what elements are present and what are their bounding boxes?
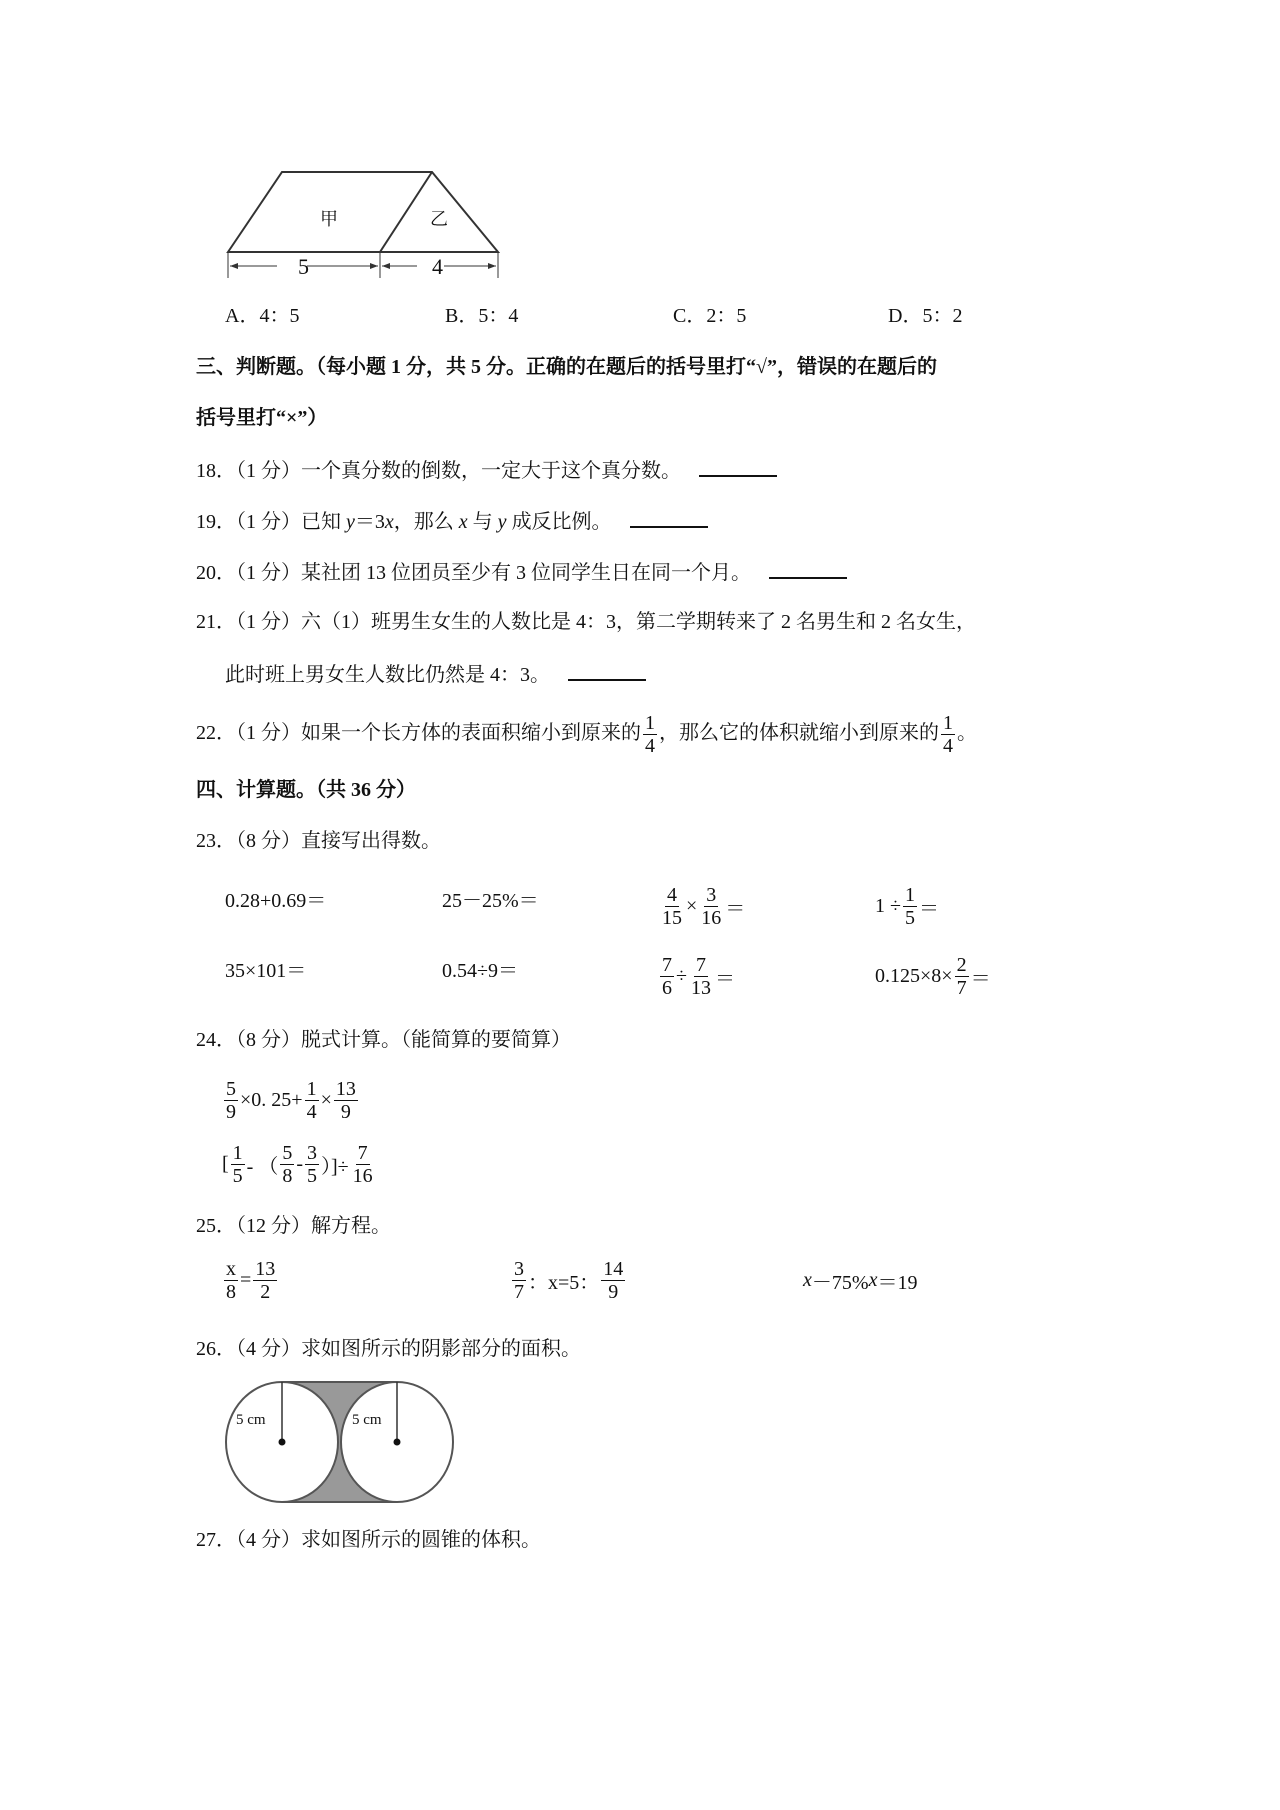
calc-e <box>225 948 306 988</box>
text-segment: 3 <box>514 1257 524 1280</box>
figure-dim-5: 5 <box>298 254 309 279</box>
text-segment: ＝ <box>918 897 939 920</box>
text-segment: 已知 <box>301 511 346 533</box>
text-segment: 2 <box>260 1280 271 1303</box>
option-b[interactable]: B．5：4 <box>445 305 519 327</box>
text-segment: 25－25%＝ <box>442 889 539 912</box>
text-segment: 16 <box>701 906 722 929</box>
text-segment: 一个真分数的倒数，一定大于这个真分数。 <box>301 460 681 482</box>
text-segment: ，那么 <box>393 511 459 533</box>
text-segment: - （ <box>246 1155 279 1178</box>
text-segment: y <box>497 511 507 533</box>
text-segment: 1 <box>645 711 655 734</box>
text-segment: （1 分） <box>236 611 301 633</box>
text-segment: 3 <box>706 883 717 906</box>
expression-2 <box>222 1136 377 1192</box>
calc-f <box>442 948 518 988</box>
text-segment: × <box>320 1088 332 1111</box>
equation-3 <box>803 1262 917 1298</box>
text-segment: 21． <box>196 611 236 633</box>
fraction <box>224 1258 238 1303</box>
question-20 <box>196 559 847 585</box>
text-segment: 24． <box>196 1029 236 1051</box>
figure-label-yi: 乙 <box>430 209 448 229</box>
text-segment: 9 <box>340 1100 351 1123</box>
calc-g <box>658 948 735 1004</box>
calc-c <box>658 878 745 934</box>
fraction <box>903 884 917 929</box>
text-segment: 0.28+0.69＝ <box>225 889 327 912</box>
equation-1 <box>222 1252 279 1308</box>
fraction <box>224 1078 238 1123</box>
question-18 <box>196 457 777 483</box>
text-segment: 22． <box>196 722 236 744</box>
calc-d <box>875 878 939 934</box>
text-segment: - <box>296 1152 304 1175</box>
text-segment: 27． <box>196 1529 236 1551</box>
fraction <box>643 712 657 757</box>
section-3-title-cont: 括号里打“×”） <box>196 407 328 429</box>
fraction <box>660 954 674 999</box>
text-segment: 求如图所示的圆锥的体积。 <box>301 1529 541 1551</box>
section-4-title: 四、计算题。（共 36 分） <box>196 779 416 801</box>
text-segment: 7 <box>956 976 967 999</box>
fraction <box>231 1142 245 1187</box>
fraction <box>305 1142 319 1187</box>
fraction <box>280 1142 294 1187</box>
text-segment: 20． <box>196 562 236 584</box>
text-segment: 2 <box>956 953 967 976</box>
text-segment: （4 分） <box>236 1529 301 1551</box>
text-segment: ，那么它的体积就缩小到原来的 <box>659 722 939 744</box>
fraction <box>253 1258 277 1303</box>
text-segment: 成反比例。 <box>506 511 612 533</box>
text-segment: （8 分） <box>236 830 301 852</box>
text-segment: （8 分） <box>236 1029 301 1051</box>
text-segment: 4 <box>943 734 953 757</box>
text-segment: （1 分） <box>236 562 301 584</box>
text-segment: 9 <box>226 1100 236 1123</box>
text-segment: 5 <box>904 906 915 929</box>
text-segment: ÷ <box>676 964 687 987</box>
text-segment: 如果一个长方体的表面积缩小到原来的 <box>301 722 641 744</box>
text-segment: 8 <box>226 1280 236 1303</box>
fraction <box>601 1258 625 1303</box>
text-segment: ＝ <box>970 967 991 990</box>
text-segment: 0.54÷9＝ <box>442 959 518 982</box>
text-segment: ＝3 <box>354 511 385 533</box>
question-27 <box>196 1528 541 1552</box>
text-segment: －75% <box>811 1271 869 1294</box>
radius-label-right: 5 cm <box>352 1412 382 1428</box>
question-22 <box>196 708 977 758</box>
text-segment: x <box>458 511 468 533</box>
text-segment: = <box>240 1268 252 1291</box>
text-segment: 某社团 13 位团员至少有 3 位同学生日在同一个月。 <box>301 562 751 584</box>
option-c[interactable]: C．2：5 <box>673 305 747 327</box>
text-segment: 直接写出得数。 <box>301 830 441 852</box>
answer-blank[interactable] <box>769 559 847 579</box>
text-segment: 4 <box>667 883 677 906</box>
text-segment: 7 <box>514 1280 524 1303</box>
text-segment: 23． <box>196 830 236 852</box>
trapezoid-figure <box>222 160 512 285</box>
text-segment: 19． <box>196 511 236 533</box>
fraction <box>305 1078 319 1123</box>
text-segment: ＝ <box>714 967 735 990</box>
text-segment: 7 <box>357 1141 368 1164</box>
fraction <box>512 1258 526 1303</box>
text-segment: 7 <box>662 953 672 976</box>
figure-dim-4: 4 <box>432 254 443 279</box>
section-3-title: 三、判断题。（每小题 1 分，共 5 分。正确的在题后的括号里打“√”，错误的在题后的 <box>196 356 937 378</box>
text-segment: 4 <box>306 1100 317 1123</box>
text-segment: ＝ <box>725 897 746 920</box>
question-26 <box>196 1337 581 1361</box>
text-segment: 5 <box>307 1164 318 1187</box>
text-segment: x <box>226 1257 236 1280</box>
expression-1 <box>222 1072 360 1128</box>
text-segment: 1 <box>306 1077 317 1100</box>
text-segment: 8 <box>282 1164 293 1187</box>
answer-blank[interactable] <box>699 457 777 477</box>
calc-h <box>875 948 991 1004</box>
question-23 <box>196 829 441 853</box>
text-segment: ＝19 <box>877 1271 918 1294</box>
text-segment: 26． <box>196 1338 236 1360</box>
answer-blank[interactable] <box>568 661 646 681</box>
question-24 <box>196 1028 571 1052</box>
text-segment: 此时班上男女生人数比仍然是 4：3。 <box>225 664 550 686</box>
text-segment: ：x=5： <box>528 1271 600 1294</box>
text-segment: y <box>346 511 355 533</box>
text-segment: （1 分） <box>236 460 301 482</box>
text-segment: 求如图所示的阴影部分的面积。 <box>301 1338 581 1360</box>
fraction <box>955 954 969 999</box>
fraction <box>660 884 684 929</box>
text-segment: 25． <box>196 1215 236 1237</box>
option-d[interactable]: D．5：2 <box>888 305 963 327</box>
figure-label-jia: 甲 <box>320 209 338 229</box>
fraction <box>689 954 713 999</box>
question-21-cont <box>225 661 646 687</box>
option-a[interactable]: A．4：5 <box>225 305 300 327</box>
text-segment: 。 <box>957 722 977 744</box>
fraction <box>351 1142 375 1187</box>
text-segment: 15 <box>662 906 682 929</box>
text-segment: 13 <box>335 1077 356 1100</box>
text-segment: 1 <box>943 711 953 734</box>
fraction <box>941 712 955 757</box>
text-segment: 4 <box>645 734 655 757</box>
fraction <box>699 884 723 929</box>
text-segment: 16 <box>352 1164 373 1187</box>
text-segment: 0.125×8× <box>875 964 953 987</box>
text-segment: 13 <box>690 976 711 999</box>
text-segment: 1 <box>232 1141 243 1164</box>
text-segment: 35×101＝ <box>225 959 307 982</box>
text-segment: 与 <box>467 511 498 533</box>
radius-label-left: 5 cm <box>236 1412 266 1428</box>
text-segment: 5 <box>226 1077 236 1100</box>
text-segment: 5 <box>232 1164 243 1187</box>
calc-a <box>225 878 326 918</box>
text-segment: 1 <box>904 883 915 906</box>
equation-2 <box>510 1252 627 1308</box>
question-19 <box>196 508 708 534</box>
text-segment: 3 <box>307 1141 318 1164</box>
text-segment: ×0. 25+ <box>240 1088 303 1111</box>
text-segment: 1 ÷ <box>875 894 901 917</box>
text-segment: × <box>686 894 698 917</box>
text-segment: ）]÷ <box>321 1155 349 1178</box>
text-segment: x <box>384 511 394 533</box>
text-segment: （4 分） <box>236 1338 301 1360</box>
text-segment: x <box>868 1268 878 1291</box>
text-segment: [ <box>222 1152 229 1175</box>
answer-blank[interactable] <box>630 508 708 528</box>
question-21 <box>196 610 976 634</box>
question-25 <box>196 1214 391 1238</box>
text-segment: 六（1）班男生女生的人数比是 4：3，第二学期转来了 2 名男生和 2 名女生， <box>301 611 976 633</box>
text-segment: x <box>803 1268 812 1291</box>
text-segment: 14 <box>603 1257 624 1280</box>
text-segment: 5 <box>282 1141 293 1164</box>
text-segment: （12 分） <box>236 1215 311 1237</box>
text-segment: （1 分） <box>236 722 301 744</box>
text-segment: （1 分） <box>236 511 301 533</box>
fraction <box>334 1078 358 1123</box>
text-segment: 解方程。 <box>311 1215 391 1237</box>
text-segment: 9 <box>608 1280 619 1303</box>
text-segment: 18． <box>196 460 236 482</box>
text-segment: 6 <box>662 976 672 999</box>
two-circles-figure <box>224 1378 464 1506</box>
text-segment: 13 <box>255 1257 276 1280</box>
text-segment: 脱式计算。（能简算的要简算） <box>301 1029 571 1051</box>
calc-b <box>442 878 539 918</box>
text-segment: 7 <box>695 953 706 976</box>
